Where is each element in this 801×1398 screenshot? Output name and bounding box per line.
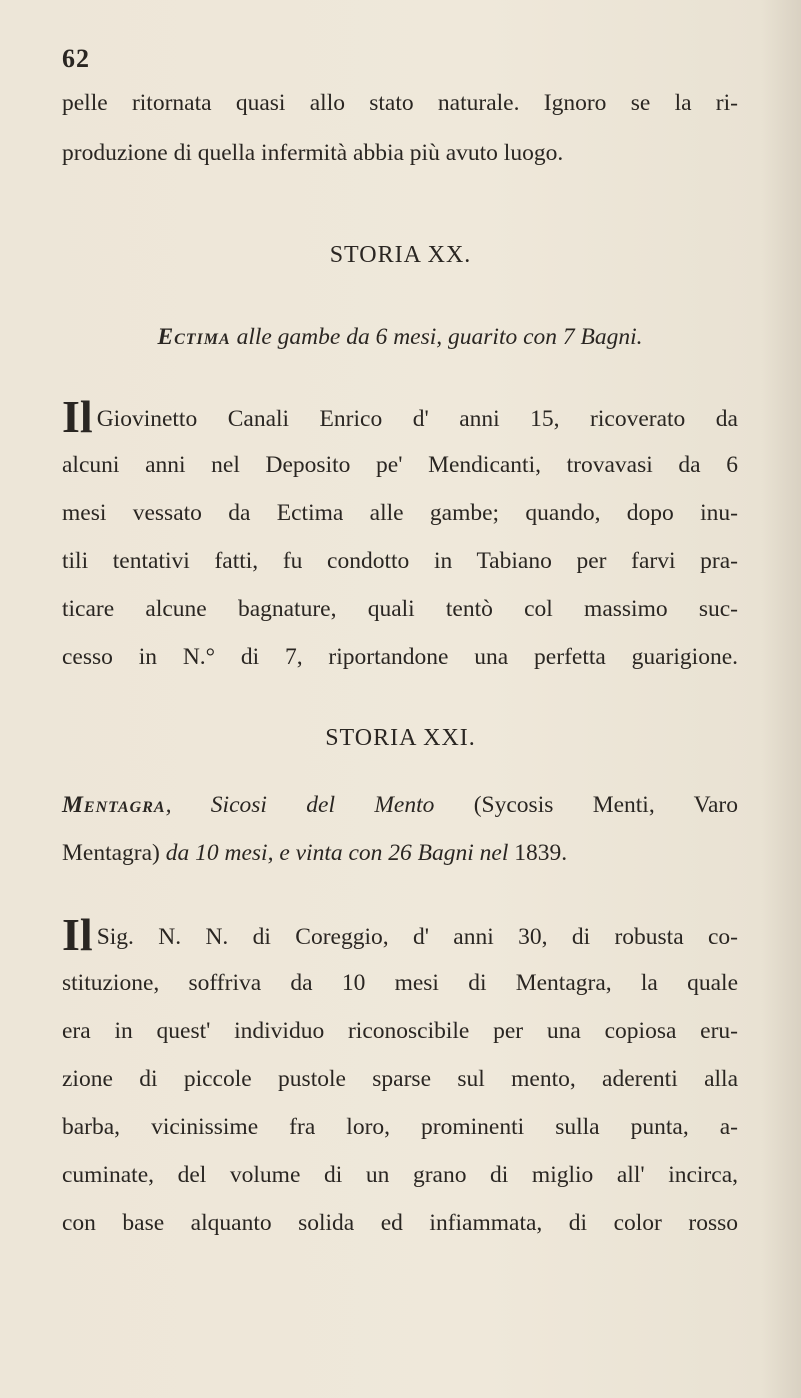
text-line: ticare alcune bagnature, quali tentò col massimo suc- — [62, 596, 738, 622]
text-line: pelle ritornata quasi allo stato naturale. Ignoro se la ri- — [62, 90, 738, 116]
section-heading-xx: STORIA XX. — [329, 242, 472, 268]
subtitle-keyword: Mentagra — [62, 792, 166, 818]
text-line: con base alquanto solida ed infiammata, di color rosso — [62, 1210, 738, 1236]
text-line: produzione di quella infermità abbia più avuto luogo. — [62, 140, 564, 166]
section-subtitle-xxi-line1 — [62, 790, 738, 820]
subtitle-text: (Sycosis Menti, Varo — [473, 792, 738, 818]
paragraph-first-line — [62, 909, 738, 960]
text-line: barba, vicinissime fra loro, prominenti sulla punta, a- — [62, 1114, 738, 1140]
subtitle-text: alle gambe da 6 mesi, guarito con 7 Bagni. — [230, 324, 643, 350]
text-line: cesso in N.° di 7, riportandone una perfetta guarigione. — [62, 644, 738, 670]
text-line: stituzione, soffriva da 10 mesi di Mentagra, la quale — [62, 970, 738, 996]
text-line: cuminate, del volume di un grano di miglio all' incirca, — [62, 1162, 738, 1188]
subtitle-year: 1839. — [514, 840, 568, 866]
text-span: Giovinetto Canali Enrico d' anni 15, ricoverato da — [96, 406, 738, 432]
paragraph-first-line — [62, 391, 738, 442]
text-line: mesi vessato da Ectima alle gambe; quando, dopo inu- — [62, 500, 738, 526]
subtitle-text: da 10 mesi, e vinta con 26 Bagni nel — [165, 840, 509, 866]
section-subtitle-xxi-line2 — [62, 838, 567, 868]
text-line: tili tentativi fatti, fu condotto in Tabiano per farvi pra- — [62, 548, 738, 574]
drop-cap: Il — [62, 391, 93, 442]
drop-cap: Il — [62, 909, 93, 960]
text-span: Sig. N. N. di Coreggio, d' anni 30, di robusta co- — [96, 924, 738, 950]
subtitle-text: , Sicosi del Mento — [165, 792, 435, 818]
section-heading-xxi: STORIA XXI. — [325, 725, 476, 751]
text-line: era in quest' individuo riconoscibile per una copiosa eru- — [62, 1018, 738, 1044]
text-line: zione di piccole pustole sparse sul mento, aderenti alla — [62, 1066, 738, 1092]
text-line: alcuni anni nel Deposito pe' Mendicanti, trovavasi da 6 — [62, 452, 738, 478]
subtitle-keyword: Ectima — [157, 324, 231, 350]
page-number: 62 — [62, 44, 90, 73]
subtitle-text: Mentagra) — [62, 840, 160, 866]
section-subtitle-xx — [62, 322, 738, 352]
